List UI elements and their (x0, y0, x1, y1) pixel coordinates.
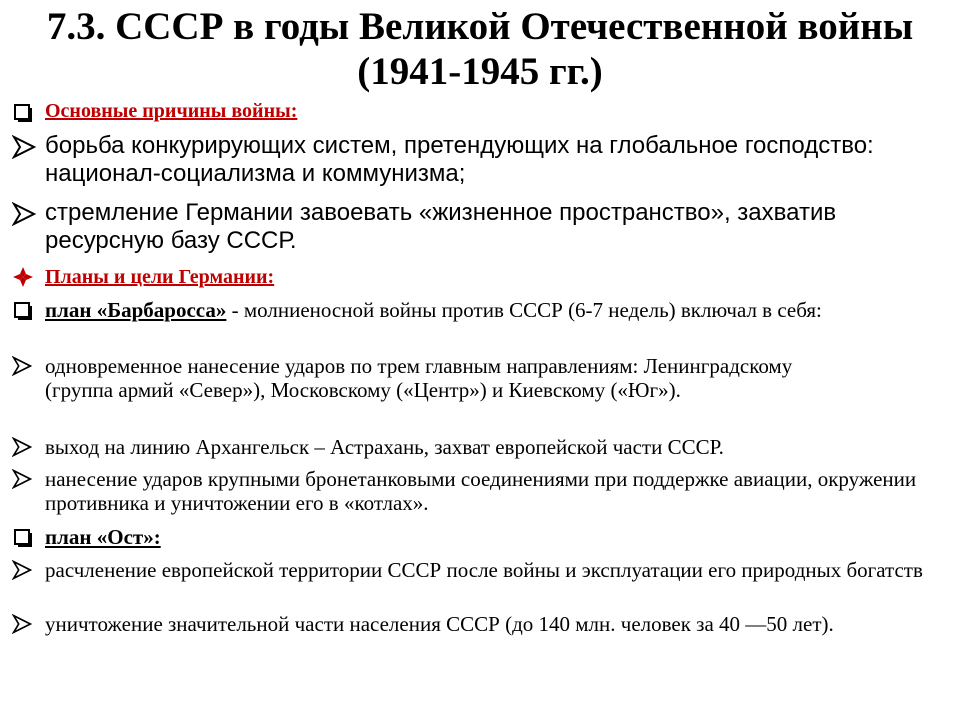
barbarossa-item-1-text: одновременное нанесение ударов по трем главным направлениям: Ленинградскому (группа армий «Север»), Московскому («Центр») и Киевскому («Юг»). (45, 354, 793, 402)
causes-heading: Основные причины войны: (45, 100, 298, 122)
cause-1-text: борьба конкурирующих систем, претендующих на глобальное господство: национал-социализма и коммунизма; (45, 132, 874, 187)
arrow-bullet-icon (12, 469, 38, 495)
arrow-bullet-icon (12, 560, 38, 586)
arrow-bullet-icon (12, 437, 38, 463)
plans-heading: Планы и цели Германии: (45, 266, 275, 288)
arrow-bullet-icon (12, 202, 38, 228)
square-bullet-icon (12, 300, 38, 326)
ost-name: план «Ост»: (45, 525, 161, 549)
barbarossa-name: план «Барбаросса» (45, 298, 227, 322)
square-bullet-icon (12, 102, 38, 128)
barbarossa-item-2-text: выход на линию Архангельск – Астрахань, захват европейской части СССР. (45, 435, 724, 459)
arrow-bullet-icon (12, 135, 38, 161)
arrow-bullet-icon (12, 356, 38, 382)
barbarossa-item-3-text: нанесение ударов крупными бронетанковыми соединениями при поддержке авиации, окружении противника и уничтожении его в «котлах». (45, 467, 917, 515)
slide-title: 7.3. СССР в годы Великой Отечественной войны (1941-1945 гг.) (46, 5, 914, 93)
ost-item-2-text: уничтожение значительной части населения СССР (до 140 млн. человек за 40 —50 лет). (45, 612, 834, 636)
cause-2-text: стремление Германии завоевать «жизненное пространство», захватив ресурсную базу СССР. (45, 199, 837, 254)
ost-item-1-text: расчленение европейской территории СССР после войны и эксплуатации его природных богатств (45, 558, 923, 582)
barbarossa-text (45, 298, 905, 322)
diamond-bullet-icon (12, 266, 38, 292)
square-bullet-icon (12, 527, 38, 553)
arrow-bullet-icon (12, 614, 38, 640)
barbarossa-desc: - молниеносной войны против СССР (6-7 недель) включал в себя: (226, 298, 822, 322)
